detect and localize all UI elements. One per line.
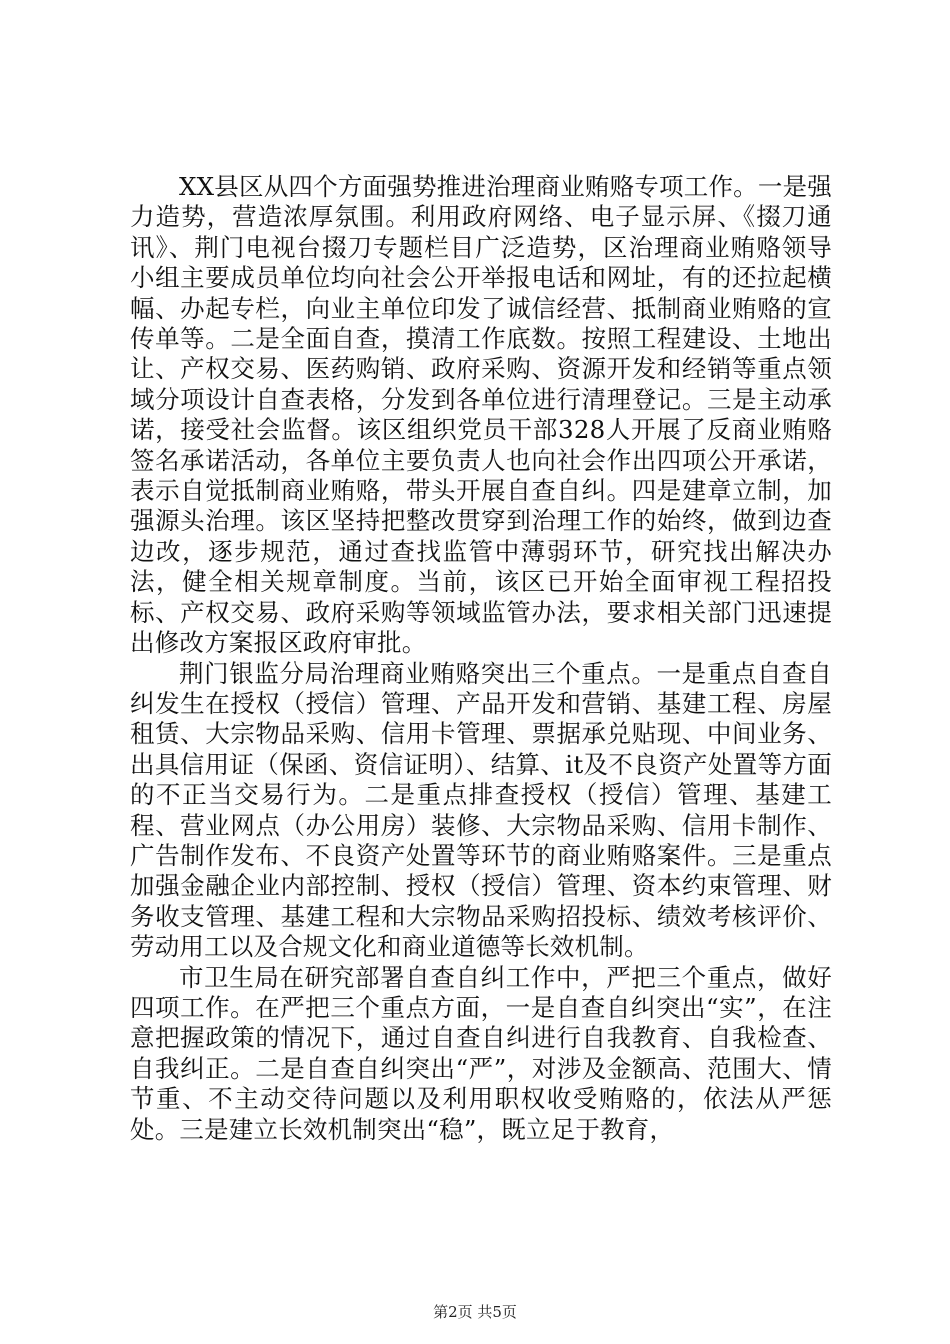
paragraph-3: 市卫生局在研究部署自查自纠工作中，严把三个重点，做好四项工作。在严把三个重点方面，一是自查自纠突出“实”，在注意把握政策的情况下，通过自查自纠进行自我教育、自我检查、自我纠正。二是自查自纠突出“严”，对涉及金额高、范围大、情节重、不主动交待问题以及利用职权收受贿赂的，依法从严惩处。三是建立长效机制突出“稳”，既立足于教育，: [130, 962, 832, 1144]
body-text: [130, 172, 832, 1145]
paragraph-1: XX县区从四个方面强势推进治理商业贿赂专项工作。一是强力造势，营造浓厚氛围。利用政府网络、电子显示屏、《掇刀通讯》、荆门电视台掇刀专题栏目广泛造势，区治理商业贿赂领导小组主要成员单位均向社会公开举报电话和网址，有的还拉起横幅、办起专栏，向业主单位印发了诚信经营、抵制商业贿赂的宣传单等。二是全面自查，摸清工作底数。按照工程建设、土地出让、产权交易、医药购销、政府采购、资源开发和经销等重点领域分项设计自查表格，分发到各单位进行清理登记。三是主动承诺，接受社会监督。该区组织党员干部328人开展了反商业贿赂签名承诺活动，各单位主要负责人也向社会作出四项公开承诺，表示自觉抵制商业贿赂，带头开展自查自纠。四是建章立制，加强源头治理。该区坚持把整改贯穿到治理工作的始终，做到边查边改，逐步规范，通过查找监管中薄弱环节，研究找出解决办法，健全相关规章制度。当前，该区已开始全面审视工程招投标、产权交易、政府采购等领域监管办法，要求相关部门迅速提出修改方案报区政府审批。: [130, 172, 832, 658]
paragraph-2: 荆门银监分局治理商业贿赂突出三个重点。一是重点自查自纠发生在授权（授信）管理、产品开发和营销、基建工程、房屋租赁、大宗物品采购、信用卡管理、票据承兑贴现、中间业务、出具信用证（保函、资信证明）、结算、it及不良资产处置等方面的不正当交易行为。二是重点排查授权（授信）管理、基建工程、营业网点（办公用房）装修、大宗物品采购、信用卡制作、广告制作发布、不良资产处置等环节的商业贿赂案件。三是重点加强金融企业内部控制、授权（授信）管理、资本约束管理、财务收支管理、基建工程和大宗物品采购招投标、绩效考核评价、劳动用工以及合规文化和商业道德等长效机制。: [130, 658, 832, 962]
page-footer: 第2页 共5页: [433, 1303, 517, 1321]
